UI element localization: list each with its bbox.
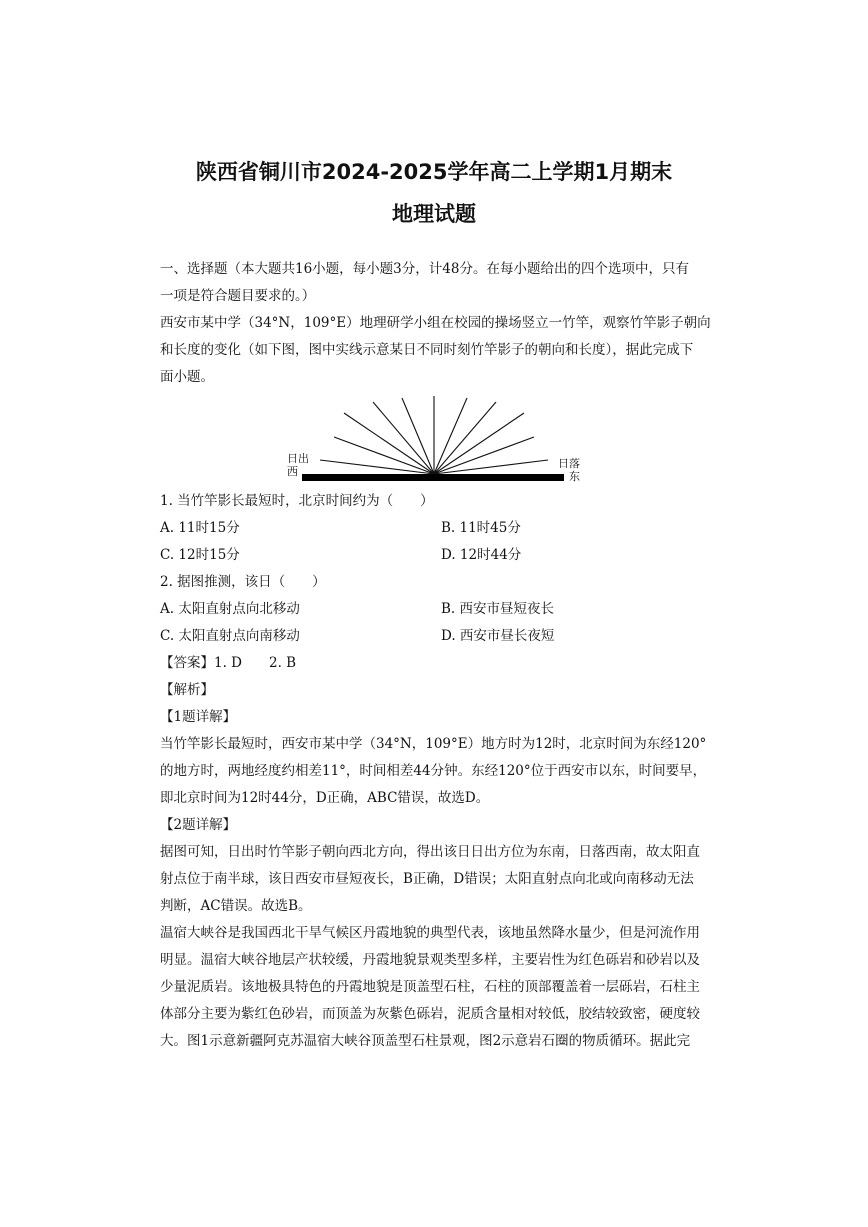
q1-option-c: C. 12时15分 [160,547,240,563]
passage-line: 温宿大峡谷是我国西北干旱气候区丹霞地貌的典型代表，该地虽然降水量少，但是河流作用 [160,925,700,941]
shadow-lines [320,396,548,474]
q1-option-b: B. 11时45分 [441,520,521,536]
question-1-stem: 1. 当竹竿影长最短时，北京时间约为（ ） [160,493,434,509]
title-line-2: 地理试题 [392,202,476,226]
label-west-text: 西 [287,465,298,478]
q2-option-a: A. 太阳直射点向北移动 [160,601,300,617]
q2-option-d: D. 西安市昼长夜短 [441,628,555,644]
label-sunset-text: 日落 [558,457,580,470]
intro-line: 面小题。 [160,369,214,385]
passage-line: 体部分主要为紫红色砂岩，而顶盖为灰紫色砾岩，泥质含量相对较低，胶结较致密，硬度较 [160,1006,700,1022]
intro-line: 和长度的变化（如下图，图中实线示意某日不同时刻竹竿影子的朝向和长度），据此完成下 [160,342,694,358]
detail-2-line: 射点位于南半球，该日西安市昼短夜长，B正确，D错误；太阳直射点向北或向南移动无法 [160,871,694,887]
shadow-line [434,437,534,474]
label-sunrise-text: 日出 [287,452,309,465]
detail-2-label: 【2题详解】 [160,817,237,833]
detail-1-line: 的地方时，两地经度约相差11°，时间相差44分钟。东经120°位于西安市以东，时间要早， [160,763,707,779]
q1-option-a: A. 11时15分 [160,520,240,536]
q1-option-d: D. 12时44分 [441,547,522,563]
intro-line: 西安市某中学（34°N，109°E）地理研学小组在校园的操场竖立一竹竿，观察竹竿影子朝向 [160,315,711,331]
passage-line: 明显。温宿大峡谷地层产状较缓，丹霞地貌景观类型多样，主要岩性为红色砾岩和砂岩以及 [160,952,700,968]
detail-1-line: 即北京时间为12时44分，D正确，ABC错误，故选D。 [160,790,490,806]
section-heading-1: 一、选择题（本大题共16小题，每小题3分，计48分。在每小题给出的四个选项中，只有 [160,261,689,277]
detail-2-line: 据图可知，日出时竹竿影子朝向西北方向，得出该日日出方位为东南，日落西南，故太阳直 [160,844,700,860]
detail-1-line: 当竹竿影长最短时，西安市某中学（34°N，109°E）地方时为12时，北京时间为东经120° [160,736,707,752]
question-2-stem: 2. 据图推测，该日（ ） [160,574,326,590]
ground-bar [302,474,564,481]
title-line-1: 陕西省铜川市2024-2025学年高二上学期1月期末 [195,160,673,184]
detail-1-label: 【1题详解】 [160,709,237,725]
label-sunset [558,457,580,483]
q2-option-c: C. 太阳直射点向南移动 [160,628,300,644]
answer-line: 【答案】1. D 2. B [160,655,297,671]
label-sunrise [287,452,309,478]
section-heading-2: 一项是符合题目要求的。） [160,288,316,304]
passage-line: 大。图1示意新疆阿克苏温宿大峡谷顶盖型石柱景观，图2示意岩石圈的物质循环。据此完 [160,1033,691,1049]
analysis-label: 【解析】 [160,682,214,698]
passage-line: 少量泥质岩。该地极具特色的丹霞地貌是顶盖型石柱，石柱的顶部覆盖着一层砾岩，石柱主 [160,979,700,995]
detail-2-line: 判断，AC错误。故选B。 [160,898,312,914]
label-east-text: 东 [569,470,580,483]
q2-option-b: B. 西安市昼短夜长 [441,601,555,617]
